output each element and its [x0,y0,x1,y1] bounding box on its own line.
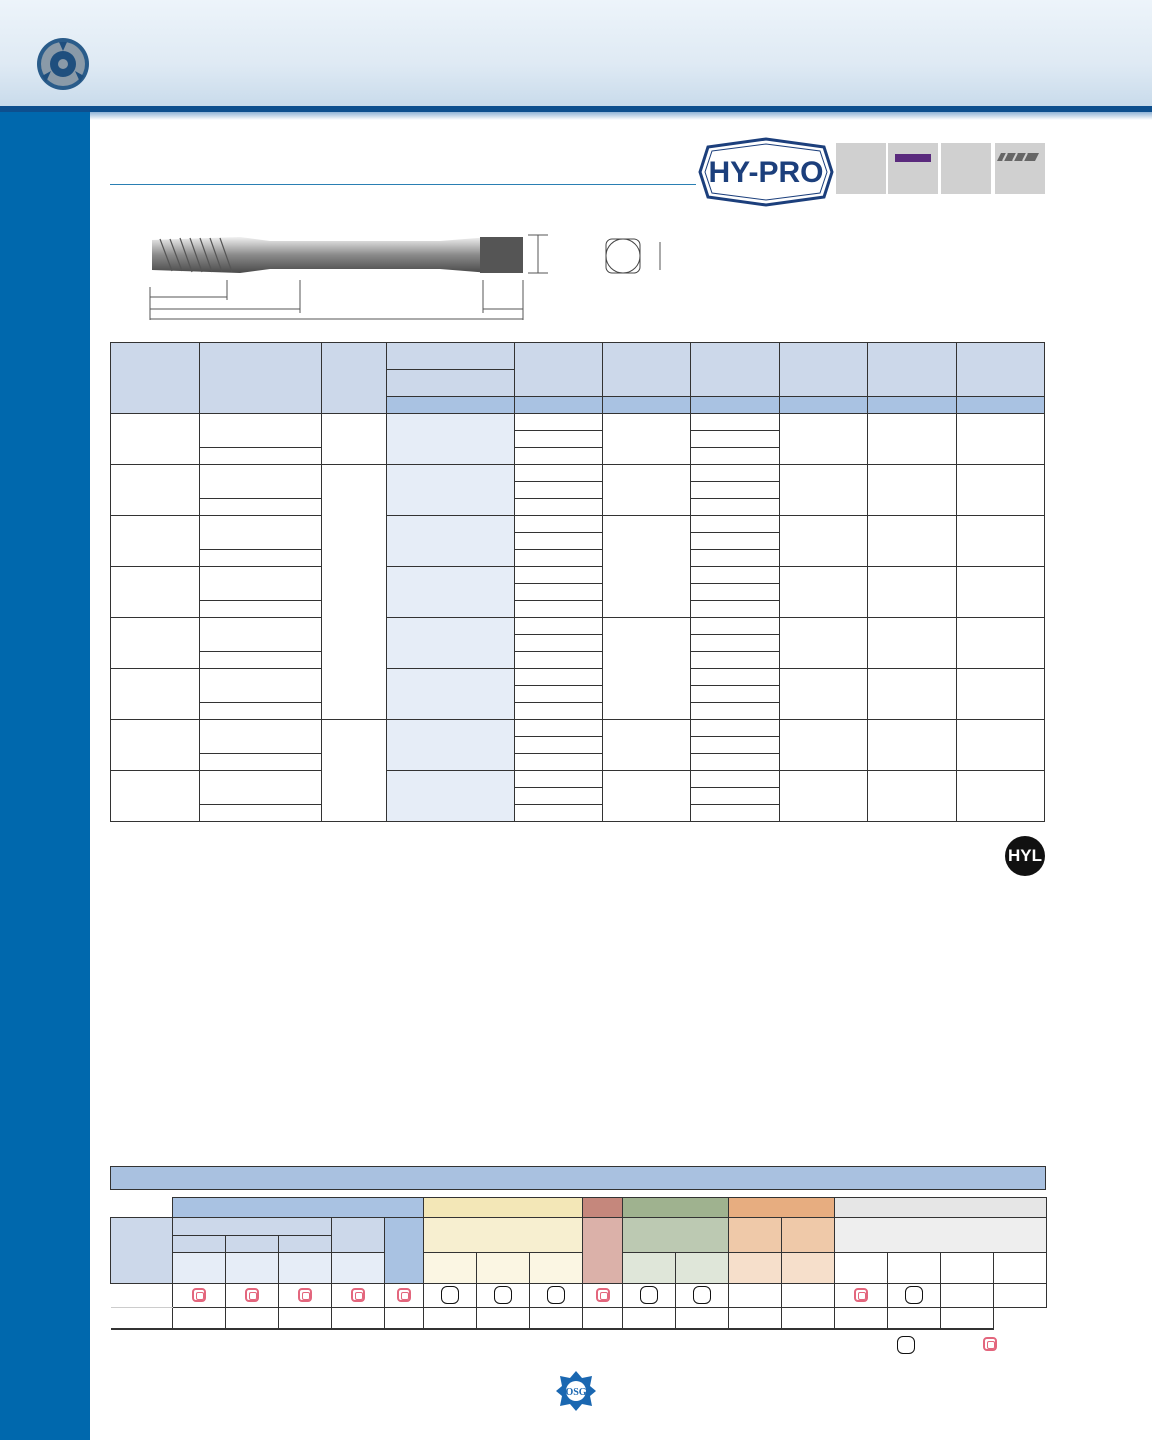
table-row [111,414,200,465]
table-cell [514,805,602,822]
rating-cell [331,1283,384,1307]
spec-header-cell [111,343,200,414]
table-cell [200,652,322,669]
rating-cell [278,1283,331,1307]
table-cell [514,465,602,482]
table-cell [514,618,602,635]
table-cell [200,516,322,550]
table-cell [603,771,691,822]
mat-col [888,1252,941,1283]
straight-flute-icon [836,143,886,194]
table-cell [603,465,691,516]
table-cell [514,669,602,686]
mat-sub [623,1217,729,1252]
mat-col [676,1252,729,1283]
spec-header-cell [200,343,322,414]
rating-cell [994,1283,1047,1307]
mat-sub [583,1217,623,1283]
rating-cell [225,1307,278,1329]
coating-bar-icon [888,143,938,194]
table-cell [387,465,515,516]
tap-drawing [140,225,680,325]
table-row [111,720,200,771]
table-cell [200,550,322,567]
table-cell [868,465,956,516]
spec-unit-cell [387,397,515,414]
table-cell [779,669,867,720]
mat-col [225,1252,278,1283]
table-cell [779,516,867,567]
rating-cell [729,1283,782,1307]
spec-header-cell [956,343,1044,397]
mat-group-other [835,1198,1047,1218]
rating-cell [424,1283,477,1307]
table-row [111,465,200,516]
table-cell [200,703,322,720]
mat-sub [172,1235,225,1252]
recommended-mark-icon [596,1288,610,1302]
table-cell [603,414,691,465]
spec-unit-cell [603,397,691,414]
table-cell [387,414,515,465]
table-cell [200,618,322,652]
mat-sub [225,1235,278,1252]
spec-header-cell [514,343,602,397]
rating-cell [384,1283,424,1307]
table-cell [779,720,867,771]
rating-cell [530,1307,583,1329]
table-cell [603,618,691,720]
table-cell [691,550,779,567]
table-cell [200,805,322,822]
recommended-mark-icon [351,1288,365,1302]
table-cell [691,720,779,737]
svg-text:OSG: OSG [565,1387,587,1398]
mat-row-label [111,1217,173,1283]
mat-col [782,1252,835,1283]
rating-cell [835,1283,888,1307]
table-cell [514,771,602,788]
rating-cell [782,1283,835,1307]
recommended-mark-icon [192,1288,206,1302]
table-cell [514,703,602,720]
recommended-mark-icon [245,1288,259,1302]
table-cell [691,431,779,448]
mat-sub [424,1217,583,1252]
table-cell [868,567,956,618]
mat-col [835,1252,888,1283]
rating-cell [331,1307,384,1329]
spec-header-cell [603,343,691,397]
mat-group-cast-iron [583,1198,623,1218]
header-shadow [0,112,1152,120]
table-cell [321,465,386,720]
spiral-point-icon [995,143,1045,194]
spec-unit-cell [956,397,1044,414]
mat-col [530,1252,583,1283]
table-cell [514,686,602,703]
table-cell [514,448,602,465]
table-cell [868,669,956,720]
spec-header-cell [779,343,867,397]
table-cell [868,720,956,771]
table-cell [956,618,1044,669]
table-cell [691,448,779,465]
rating-cell [623,1283,676,1307]
table-cell [514,516,602,533]
rating-cell [729,1307,782,1329]
table-cell [603,516,691,618]
rating-cell [623,1307,676,1329]
table-cell [779,771,867,822]
table-cell [514,499,602,516]
table-cell [691,686,779,703]
mat-group-nonferrous [623,1198,729,1218]
header-bar [0,0,1152,106]
table-cell [691,754,779,771]
table-cell [321,414,386,465]
table-cell [200,720,322,754]
table-row [111,669,200,720]
table-cell [691,703,779,720]
table-cell [514,414,602,431]
table-cell [691,635,779,652]
table-cell [514,788,602,805]
table-cell [691,567,779,584]
table-cell [514,635,602,652]
table-cell [691,652,779,669]
suitable-mark-icon [640,1286,658,1304]
table-cell [691,533,779,550]
suitable-mark-icon [693,1286,711,1304]
spec-header-cell [387,343,515,370]
mat-row-label [111,1283,173,1307]
table-cell [779,567,867,618]
recommended-mark-icon [298,1288,312,1302]
table-cell [779,618,867,669]
rating-cell [676,1283,729,1307]
mat-col [729,1252,782,1283]
table-cell [779,414,867,465]
table-cell [321,720,386,822]
rating-cell [583,1307,623,1329]
hypro-logo [698,137,834,207]
title-rule [110,184,696,185]
table-cell [514,737,602,754]
table-cell [868,771,956,822]
rating-cell [941,1283,994,1307]
table-cell [514,567,602,584]
rating-cell [676,1307,729,1329]
mat-col [278,1252,331,1283]
materials-title-bar [110,1166,1046,1190]
table-row [111,771,200,822]
mat-row-label [111,1307,173,1329]
mat-sub [729,1217,782,1252]
table-cell [691,737,779,754]
recommended-mark-icon [397,1288,411,1302]
table-cell [691,669,779,686]
table-cell [200,771,322,805]
materials-table [110,1197,1047,1330]
table-cell [691,805,779,822]
table-row [111,618,200,669]
spec-unit-cell [779,397,867,414]
rating-cell [941,1307,994,1329]
rating-cell [583,1283,623,1307]
spec-header-cell [321,343,386,414]
table-cell [691,414,779,431]
table-cell [779,465,867,516]
table-cell [956,771,1044,822]
spec-table [110,342,1045,822]
mat-sub [172,1217,331,1235]
rating-cell [172,1307,225,1329]
table-cell [200,669,322,703]
osg-logo-icon [555,1370,597,1412]
table-cell [514,601,602,618]
table-cell [514,550,602,567]
rating-cell [835,1307,888,1329]
spec-unit-cell [691,397,779,414]
table-cell [691,516,779,533]
mat-group-alloy [729,1198,835,1218]
mat-group-stainless [424,1198,583,1218]
table-cell [200,499,322,516]
rating-cell [888,1283,941,1307]
table-cell [868,516,956,567]
table-cell [691,482,779,499]
table-cell [691,771,779,788]
suitable-mark-icon [494,1286,512,1304]
rating-cell [278,1307,331,1329]
hypro-logo-text: HY-PRO [708,156,824,189]
mat-sub [384,1217,424,1283]
table-cell [956,516,1044,567]
table-cell [956,465,1044,516]
table-cell [691,618,779,635]
spec-header-cell [691,343,779,397]
table-cell [603,720,691,771]
table-cell [387,720,515,771]
mat-col [331,1252,384,1283]
suitable-mark-icon [547,1286,565,1304]
rating-cell [888,1307,941,1329]
table-cell [868,618,956,669]
table-cell [200,567,322,601]
suitable-mark-icon [441,1286,459,1304]
mat-corner [111,1198,173,1218]
rating-cell [477,1307,530,1329]
table-cell [691,584,779,601]
table-cell [956,414,1044,465]
rating-cell [530,1283,583,1307]
table-cell [387,516,515,567]
mat-sub [835,1217,1047,1252]
gear-logo-icon [36,37,90,91]
mat-sub [782,1217,835,1252]
rating-cell [782,1307,835,1329]
table-cell [514,652,602,669]
legend-recommended-icon [983,1337,997,1351]
mat-col [941,1252,994,1283]
table-row [111,567,200,618]
hyl-badge-icon: HYL [1005,836,1045,876]
table-cell [387,771,515,822]
mat-col [477,1252,530,1283]
table-cell [691,499,779,516]
mat-sub [331,1217,384,1252]
table-cell [956,669,1044,720]
table-cell [868,414,956,465]
rating-cell [384,1307,424,1329]
table-cell [200,754,322,771]
rating-cell [172,1283,225,1307]
rating-cell [225,1283,278,1307]
table-cell [200,414,322,448]
table-cell [514,431,602,448]
spec-header-cell [868,343,956,397]
mat-col [424,1252,477,1283]
mat-col [172,1252,225,1283]
table-cell [387,618,515,669]
rating-cell [477,1283,530,1307]
spec-unit-cell [514,397,602,414]
mat-col [623,1252,676,1283]
table-cell [691,465,779,482]
table-cell [514,754,602,771]
table-cell [387,669,515,720]
table-cell [691,788,779,805]
mat-sub [278,1235,331,1252]
table-cell [514,584,602,601]
recommended-mark-icon [854,1288,868,1302]
mat-col [994,1252,1047,1283]
mat-group-ferrous [172,1198,424,1218]
table-cell [387,567,515,618]
table-cell [200,465,322,499]
table-cell [200,448,322,465]
table-cell [956,567,1044,618]
blank-icon [941,143,991,194]
table-row [111,516,200,567]
legend-suitable-icon [897,1336,915,1354]
sidebar [0,112,90,1440]
rating-cell [424,1307,477,1329]
table-cell [691,601,779,618]
table-cell [956,720,1044,771]
spec-header-cell [387,370,515,397]
table-cell [514,482,602,499]
spec-unit-cell [868,397,956,414]
table-cell [514,720,602,737]
table-cell [200,601,322,618]
suitable-mark-icon [905,1286,923,1304]
table-cell [514,533,602,550]
